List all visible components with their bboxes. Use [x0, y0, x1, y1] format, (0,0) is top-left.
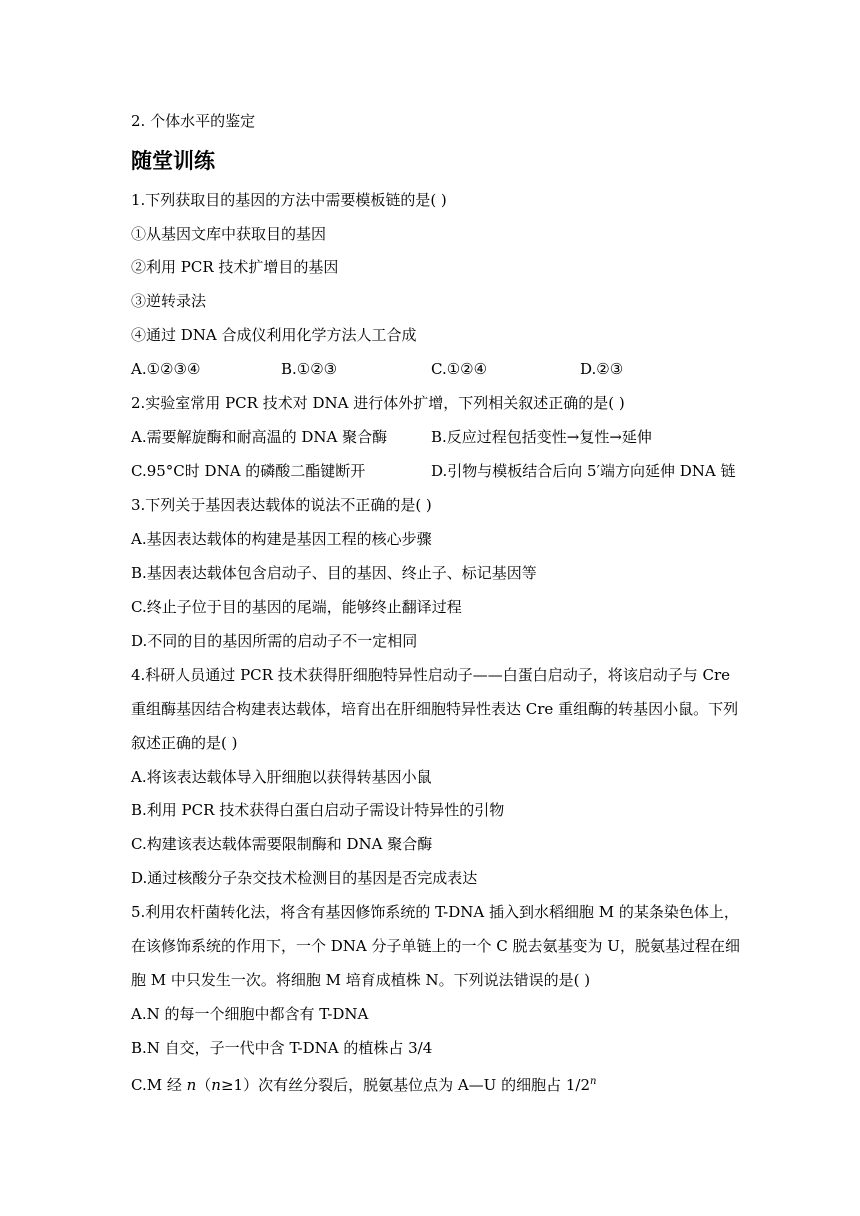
heading: 随堂训练 — [131, 149, 215, 173]
q5-option-c-var: n — [211, 1076, 221, 1094]
q3-option-c: C.终止子位于目的基因的尾端，能够终止翻译过程 — [131, 598, 462, 616]
q3-option-a: A.基因表达载体的构建是基因工程的核心步骤 — [131, 530, 432, 548]
q4-option-d: D.通过核酸分子杂交技术检测目的基因是否完成表达 — [131, 869, 478, 887]
q4-stem-line: 叙述正确的是( ) — [131, 734, 238, 752]
q2-option-b: B.反应过程包括变性→复性→延伸 — [431, 428, 652, 446]
q2-option-a: A.需要解旋酶和耐高温的 DNA 聚合酶 — [131, 428, 388, 446]
q5-stem-line: 胞 M 中只发生一次。将细胞 M 培育成植株 N。下列说法错误的是( ) — [131, 971, 591, 989]
section-title: 2. 个体水平的鉴定 — [131, 112, 256, 130]
q4-stem-line: 4.科研人员通过 PCR 技术获得肝细胞特异性启动子——白蛋白启动子，将该启动子与 Cre — [131, 666, 731, 684]
q5-option-c-text: ≥1）次有丝分裂后，脱氨基位点为 A—U 的细胞占 1/2 — [220, 1076, 591, 1094]
q1-stem: 1.下列获取目的基因的方法中需要模板链的是( ) — [131, 191, 447, 209]
q1-item: ④通过 DNA 合成仪利用化学方法人工合成 — [131, 326, 417, 344]
q2-option-d: D.引物与模板结合后向 5′端方向延伸 DNA 链 — [431, 462, 736, 480]
q5-option-c — [131, 1072, 596, 1095]
q1-option-d: D.②③ — [580, 360, 624, 378]
q5-option-c-text: C.M 经 — [131, 1076, 187, 1094]
q4-option-a: A.将该表达载体导入肝细胞以获得转基因小鼠 — [131, 768, 432, 786]
q5-stem-line: 5.利用农杆菌转化法，将含有基因修饰系统的 T-DNA 插入到水稻细胞 M 的某条染色体上， — [131, 903, 739, 921]
q4-stem-line: 重组酶基因结合构建表达载体，培育出在肝细胞特异性表达 Cre 重组酶的转基因小鼠。下列 — [131, 700, 739, 718]
q5-stem-line: 在该修饰系统的作用下，一个 DNA 分子单链上的一个 C 脱去氨基变为 U，脱氨基过程在细 — [131, 937, 740, 955]
q1-option-a: A.①②③④ — [131, 360, 201, 378]
q5-option-a: A.N 的每一个细胞中都含有 T-DNA — [131, 1005, 369, 1023]
q3-option-b: B.基因表达载体包含启动子、目的基因、终止子、标记基因等 — [131, 564, 537, 582]
q2-stem: 2.实验室常用 PCR 技术对 DNA 进行体外扩增，下列相关叙述正确的是( ) — [131, 394, 625, 412]
q1-item: ①从基因文库中获取目的基因 — [131, 225, 327, 243]
q3-option-d: D.不同的目的基因所需的启动子不一定相同 — [131, 632, 418, 650]
q4-option-b: B.利用 PCR 技术获得白蛋白启动子需设计特异性的引物 — [131, 801, 505, 819]
q5-option-b: B.N 自交，子一代中含 T-DNA 的植株占 3/4 — [131, 1039, 433, 1057]
q3-stem: 3.下列关于基因表达载体的说法不正确的是( ) — [131, 496, 432, 514]
q1-option-c: C.①②④ — [431, 360, 488, 378]
q5-option-c-text: （ — [196, 1076, 212, 1094]
q2-option-c: C.95°C时 DNA 的磷酸二酯键断开 — [131, 462, 366, 480]
q4-option-c: C.构建该表达载体需要限制酶和 DNA 聚合酶 — [131, 835, 433, 853]
q5-option-c-exponent: n — [590, 1076, 597, 1087]
q1-item: ③逆转录法 — [131, 292, 207, 310]
q5-option-c-var: n — [186, 1076, 197, 1094]
q1-option-b: B.①②③ — [281, 360, 338, 378]
q1-item: ②利用 PCR 技术扩增目的基因 — [131, 258, 339, 276]
